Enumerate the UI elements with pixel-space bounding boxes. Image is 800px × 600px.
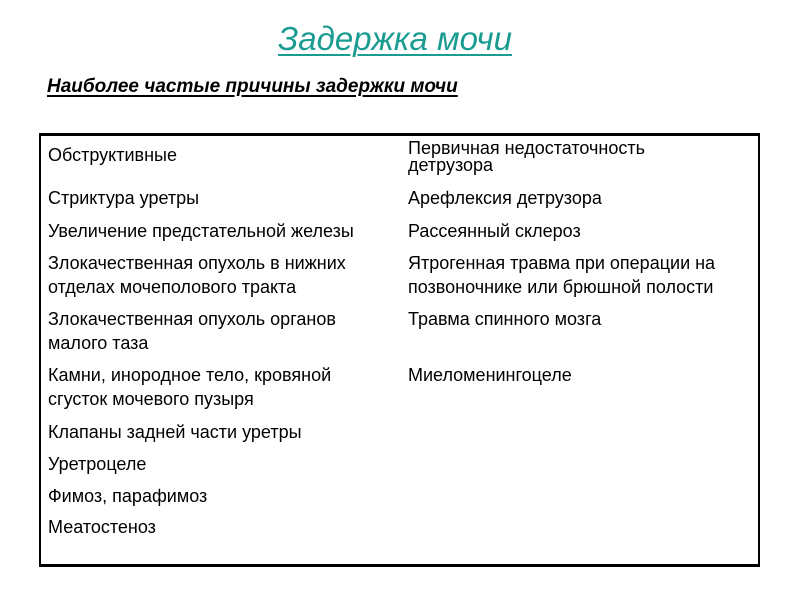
left-cell-2: Увеличение предстательной железы [48, 221, 354, 241]
left-cell-7: Уретроцеле [48, 454, 147, 474]
right-cell-1: Арефлексия детрузора [408, 188, 602, 208]
left-cell-1: Стриктура уретры [48, 188, 200, 208]
left-cell-6: Клапаны задней части уретры [48, 422, 302, 442]
right-cell-5: Миеломенингоцеле [408, 365, 572, 385]
detrusor-header: Первичная недостаточность детрузора [408, 138, 645, 175]
left-cell-9: Меатостеноз [48, 517, 156, 537]
right-cell-2: Рассеянный склероз [408, 221, 581, 241]
left-cell-8: Фимоз, парафимоз [48, 486, 208, 506]
right-cell-4: Травма спинного мозга [408, 309, 602, 329]
right-cell-3: Ятрогенная травма при операции на позвоночнике или брюшной полости [408, 253, 716, 297]
slide-title: Задержка мочи [278, 20, 512, 57]
causes-table [39, 133, 760, 567]
subtitle: Наиболее частые причины задержки мочи [47, 76, 458, 97]
obstructive-header: Обструктивные [48, 145, 177, 165]
left-cell-3: Злокачественная опухоль в нижних отделах мочеполового тракта [48, 253, 346, 297]
left-cell-4: Злокачественная опухоль органов малого таза [48, 309, 336, 353]
left-cell-5: Камни, инородное тело, кровяной сгусток мочевого пузыря [48, 365, 332, 409]
